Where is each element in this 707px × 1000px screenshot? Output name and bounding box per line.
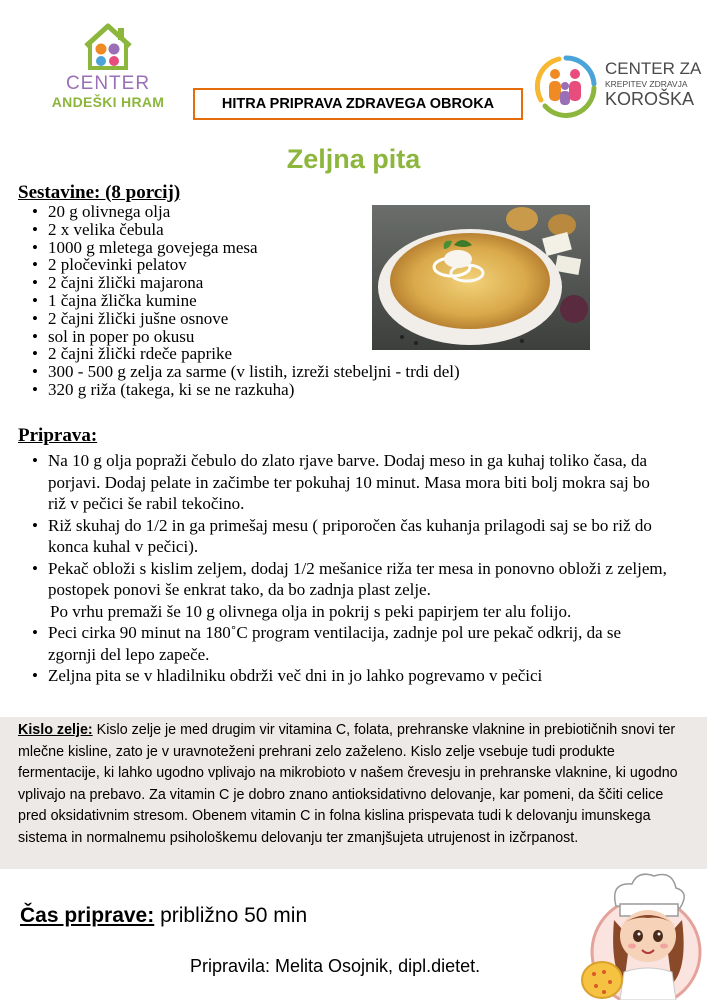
- preparation-heading: Priprava:: [18, 425, 98, 446]
- logo-left-line1: CENTER: [65, 73, 151, 94]
- ingredient-item: • 1000 g mletega govejega mesa: [32, 239, 460, 257]
- preparation-list: [30, 450, 670, 687]
- time-label: Čas priprave:: [20, 904, 155, 927]
- ingredient-item: • sol in poper po okusu: [32, 328, 460, 346]
- preparation-step: [30, 450, 670, 515]
- ingredients-heading: Sestavine: (8 porcij): [18, 182, 181, 203]
- ingredient-item: • 300 - 500 g zelja za sarme (v listih, izreži stebeljni - trdi del): [32, 363, 460, 381]
- chef-girl-illustration: [580, 868, 707, 1000]
- logo-left-line2: ANDEŠKI HRAM: [51, 94, 165, 110]
- info-text: Kislo zelje je med drugim vir vitamina C, folata, prehranske vlaknine in prebiotičnih snovi ter mlečne kisline, zato je v uravnoteženi prehrani zelo zaželeno. Kislo zelje vsebuje tudi produkte fermentacije, ki lahko ugodno vplivajo na mikrobioto v našem črevesju in prehranske vlaknine, ki ugodno vplivajo na prebavo. Za vitamin C je dobro znano antioksidativno delovanje, kar pomeni, da ščiti celice pred oksidativnim stresom. Obenem vitamin C in folna kislina prispevata tudi k delovanju imunskega sistema in normalnemu psihološkemu delovanju ter zmanjšujeta utrujenost in izčrpanost.: [18, 722, 678, 846]
- ingredient-item: • 320 g riža (takega, ki se ne razkuha): [32, 381, 460, 399]
- logo-right-line3: KOROŠKA: [605, 89, 695, 109]
- logo-center-za-krepitev-zdravja: [533, 54, 703, 118]
- preparation-step: [30, 558, 670, 623]
- logo-right-line1: CENTER ZA: [605, 59, 702, 78]
- logo-center-andeski-hram: [48, 22, 168, 110]
- step-text: Peci cirka 90 minut na 180˚C program ventilacija, zadnje pol ure pekač odkrij, da se zgornji del lepo zapeče.: [48, 623, 622, 664]
- step-text: Na 10 g olja popraži čebulo do zlato rjave barve. Dodaj meso in ga kuhaj toliko časa, da porjavi. Dodaj pelate in začimbe ter pokuhaj 10 minut. Masa mora biti bolj mokra saj bo riž v pečici še rabil tekočino.: [48, 451, 650, 513]
- ingredient-item: • 2 čajni žlički majarona: [32, 274, 460, 292]
- family-circle-icon: [533, 54, 599, 118]
- ingredient-item: • 2 pločevinki pelatov: [32, 256, 460, 274]
- preparation-step: [30, 515, 670, 558]
- time-value: približno 50 min: [154, 904, 308, 927]
- preparation-time: [20, 903, 307, 929]
- ingredient-item: • 2 x velika čebula: [32, 221, 460, 239]
- step-extra: Po vrhu premaži še 10 g olivnega olja in pokrij s peki papirjem ter alu folijo.: [50, 601, 572, 621]
- author-credit: Pripravila: Melita Osojnik, dipl.dietet.: [190, 956, 481, 976]
- cabbage-pie-photo: [372, 205, 590, 350]
- preparation-step: [30, 665, 670, 687]
- info-lead: Kislo zelje:: [18, 722, 93, 738]
- sauerkraut-info-box: [0, 717, 707, 869]
- step-text: Pekač obloži s kislim zeljem, dodaj 1/2 mešanice riža ter mesa in ponovno obloži z zeljem, postopek ponovi še enkrat tako, da bo zadnja plast zelje.: [48, 558, 667, 599]
- ingredient-item: • 1 čajna žlička kumine: [32, 292, 460, 310]
- ingredient-item: • 20 g olivnega olja: [32, 203, 460, 221]
- recipe-title: Zeljna pita: [286, 144, 421, 174]
- step-text: Riž skuhaj do 1/2 in ga primešaj mesu ( priporočen čas kuhanja prilagodi saj se bo riž do konca kuhal v pečici).: [48, 515, 652, 556]
- house-family-icon: [80, 22, 136, 72]
- header-banner: HITRA PRIPRAVA ZDRAVEGA OBROKA: [193, 88, 523, 120]
- step-text: Zeljna pita se v hladilniku obdrži več dni in jo lahko pogrevamo v pečici: [48, 666, 543, 685]
- ingredient-item: • 2 čajni žlički jušne osnove: [32, 310, 460, 328]
- ingredient-item: • 2 čajni žlički rdeče paprike: [32, 345, 460, 363]
- preparation-step: [30, 622, 670, 665]
- logo-right-line2: KREPITEV ZDRAVJA: [605, 79, 688, 89]
